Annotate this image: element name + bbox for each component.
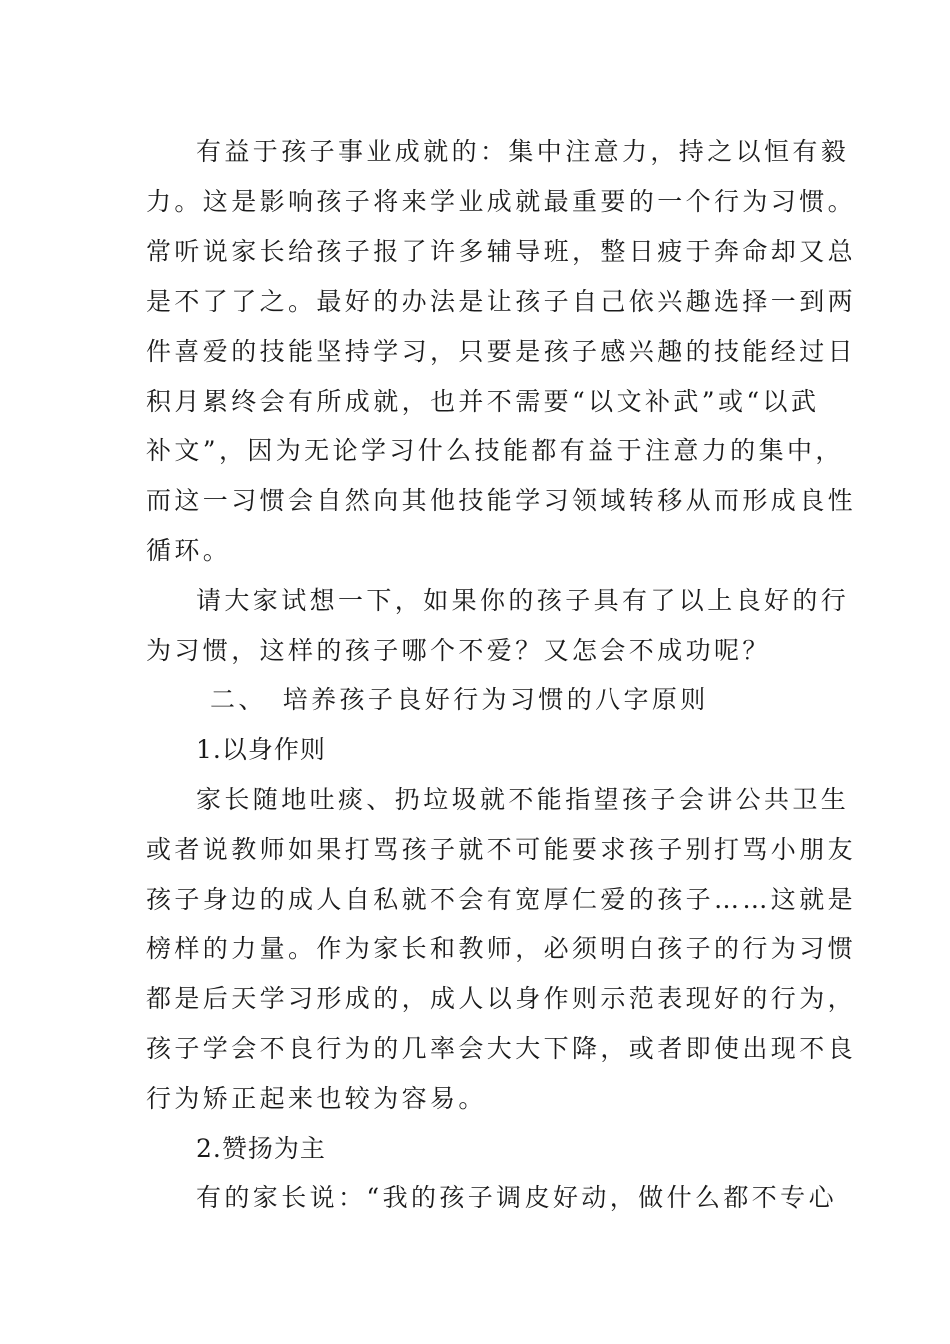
paragraph-line: 请大家试想一下，如果你的孩子具有了以上良好的行 — [196, 586, 850, 615]
paragraph-line: 孩子学会不良行为的几率会大大下降，或者即使出现不良 — [146, 1034, 857, 1063]
paragraph-line: 有益于孩子事业成就的：集中注意力，持之以恒有毅 — [196, 137, 850, 166]
paragraph-line: 循环。 — [146, 536, 232, 565]
paragraph-line: 为习惯，这样的孩子哪个不爱？又怎会不成功呢？ — [146, 636, 771, 665]
section-heading: 二、 培养孩子良好行为习惯的八字原则 — [210, 685, 709, 714]
paragraph-line: 家长随地吐痰、扔垃圾就不能指望孩子会讲公共卫生 — [196, 785, 850, 814]
paragraph-line: 是不了了之。最好的办法是让孩子自己依兴趣选择一到两 — [146, 287, 857, 316]
paragraph-line: 件喜爱的技能坚持学习，只要是孩子感兴趣的技能经过日 — [146, 337, 857, 366]
paragraph-line: 常听说家长给孩子报了许多辅导班，整日疲于奔命却又总 — [146, 237, 857, 266]
paragraph-line: 积月累终会有所成就，也并不需要“以文补武”或“以武 — [146, 387, 820, 416]
paragraph-line: 有的家长说：“我的孩子调皮好动，做什么都不专心 — [196, 1183, 837, 1212]
paragraph-line: 力。这是影响孩子将来学业成就最重要的一个行为习惯。 — [146, 187, 857, 216]
paragraph-line: 补文”，因为无论学习什么技能都有益于注意力的集中， — [146, 436, 844, 465]
paragraph-line: 而这一习惯会自然向其他技能学习领域转移从而形成良性 — [146, 486, 857, 515]
paragraph-line: 行为矫正起来也较为容易。 — [146, 1084, 487, 1113]
subsection-heading: 2.赞扬为主 — [196, 1134, 326, 1163]
subsection-heading: 1.以身作则 — [196, 735, 326, 764]
paragraph-line: 都是后天学习形成的，成人以身作则示范表现好的行为， — [146, 984, 857, 1013]
paragraph-line: 或者说教师如果打骂孩子就不可能要求孩子别打骂小朋友 — [146, 835, 857, 864]
paragraph-line: 榜样的力量。作为家长和教师，必须明白孩子的行为习惯 — [146, 934, 857, 963]
paragraph-line: 孩子身边的成人自私就不会有宽厚仁爱的孩子……这就是 — [146, 885, 857, 914]
